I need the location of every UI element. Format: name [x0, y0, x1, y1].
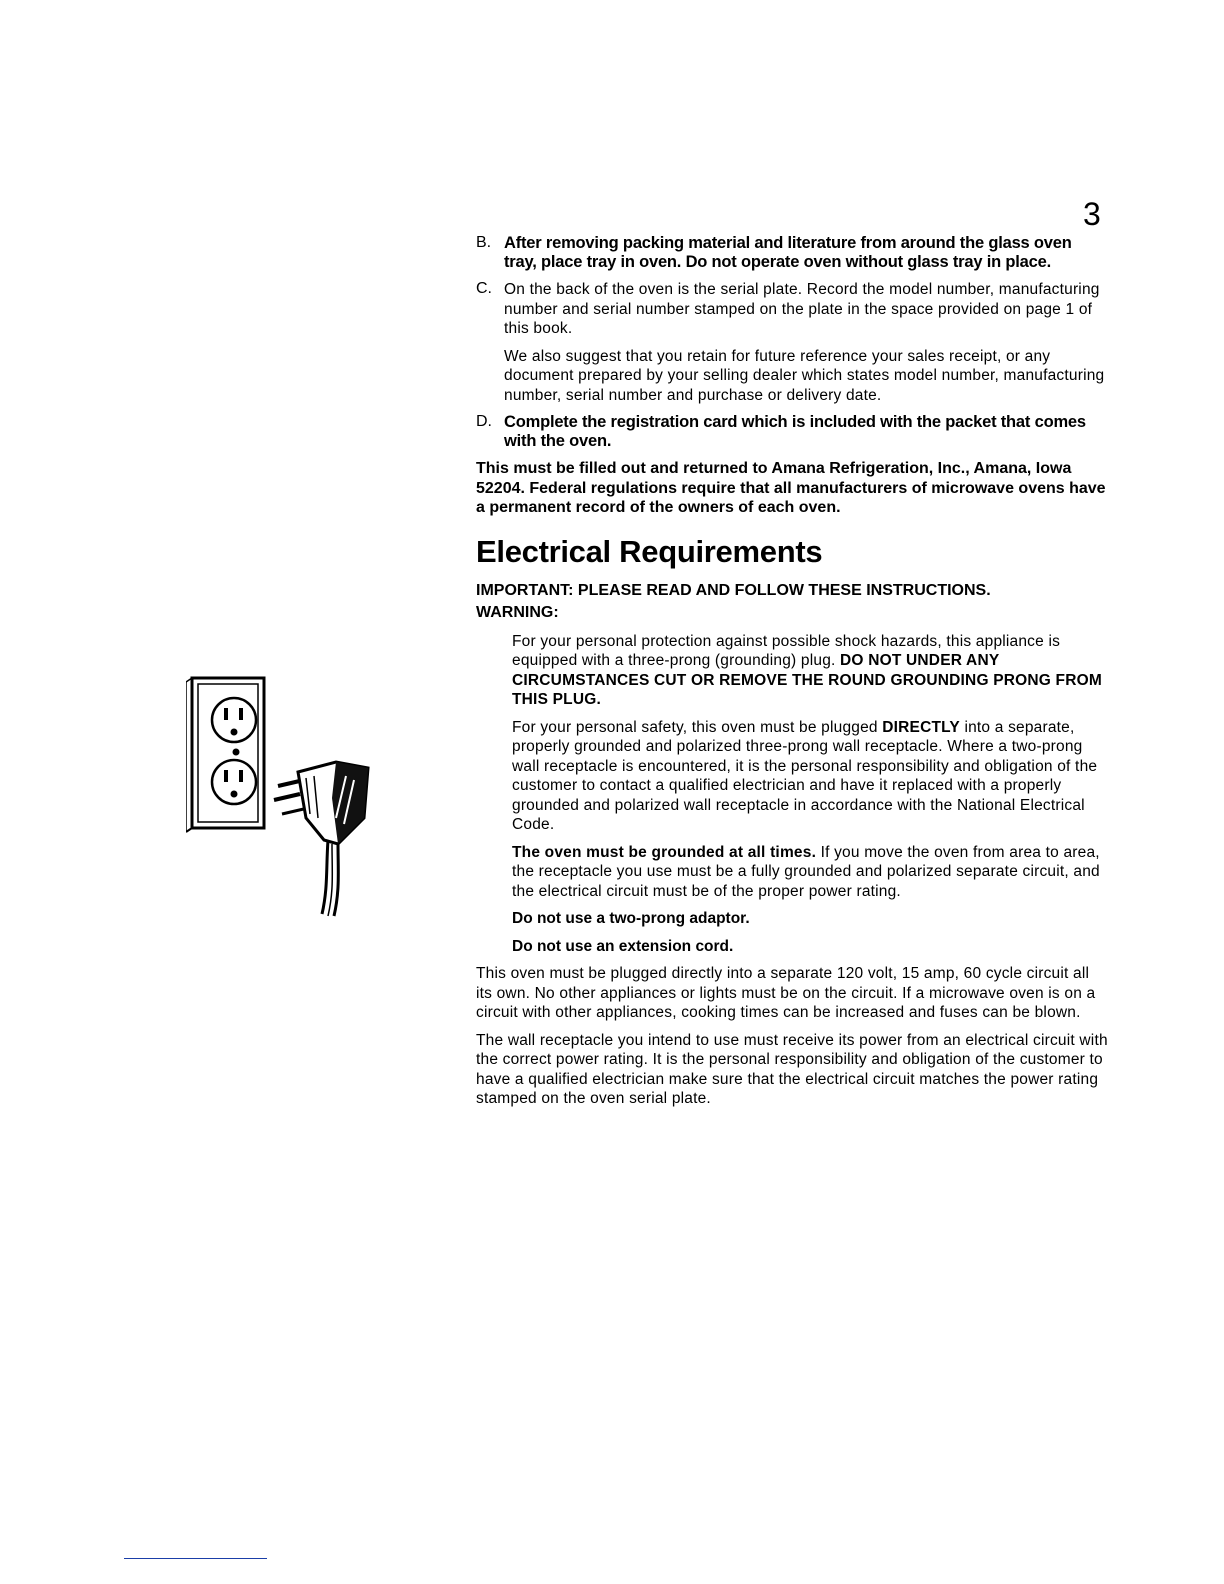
warning-text: If you move the oven from area to area, the receptacle you use must be a fully grounded and polarized separate circuit, and the electrical circuit must be of the proper power rating. — [512, 843, 1100, 900]
list-text: On the back of the oven is the serial plate. Record the model number, manufacturing number and serial number stamped on the plate in the space provided on page 1 of this book. — [504, 281, 1100, 337]
page-number: 3 — [1083, 196, 1101, 232]
list-letter: C. — [476, 280, 492, 297]
warning-heading: WARNING: — [476, 603, 559, 621]
receptacle-paragraph: The wall receptacle you intend to use must receive its power from an electrical circuit with the correct power rating. It is the personal responsibility and obligation of the customer to have a qualified electrician make sure that the electrical circuit matches the power rating stamped on the oven serial plate. — [476, 1031, 1108, 1107]
warning-paragraph-3 — [512, 843, 1108, 902]
circuit-paragraph: This oven must be plugged directly into a separate 120 volt, 15 amp, 60 cycle circuit all its own. No other appliances or lights must be on the circuit. If a microwave oven is on a circuit with other appliances, cooking times can be increased and fuses can be blown. — [476, 965, 1096, 1021]
caution-adaptor: Do not use a two-prong adaptor. — [512, 910, 750, 927]
warning-emphasis: DO NOT UNDER ANY CIRCUMSTANCES CUT OR REMOVE THE ROUND GROUNDING PRONG FROM THIS PLUG. — [512, 652, 1102, 708]
warning-paragraph-1 — [512, 632, 1108, 710]
warning-block — [476, 632, 1108, 957]
list-text: After removing packing material and literature from around the glass oven tray, place tray in oven. Do not operate oven without glass tray in place. — [504, 234, 1072, 271]
list-item-b — [476, 234, 1108, 272]
warning-paragraph-2 — [512, 718, 1108, 835]
warning-text: For your personal protection against possible shock hazards, this appliance is equipped with a three-prong (grounding) plug. — [512, 632, 1061, 669]
list-item-c — [476, 280, 1108, 405]
footer-rule — [124, 1558, 267, 1559]
list-extra-text: We also suggest that you retain for future reference your sales receipt, or any document prepared by your selling dealer which states model number, manufacturing number, serial number and purchase or delivery date. — [504, 347, 1105, 404]
list-letter: D. — [476, 413, 492, 430]
list-text: Complete the registration card which is included with the packet that comes with the oven. — [504, 413, 1086, 450]
warning-emphasis: DIRECTLY — [882, 718, 960, 736]
page-content — [476, 234, 1108, 1117]
important-heading: IMPORTANT: PLEASE READ AND FOLLOW THESE INSTRUCTIONS. — [476, 581, 991, 599]
warning-text: For your personal safety, this oven must be plugged — [512, 718, 883, 736]
list-item-d — [476, 413, 1108, 451]
caution-extension-cord: Do not use an extension cord. — [512, 937, 734, 955]
warning-emphasis: The oven must be grounded at all times. — [512, 843, 817, 861]
wall-outlet-with-plug-illustration — [186, 668, 386, 918]
section-title: Electrical Requirements — [476, 533, 823, 569]
list-letter: B. — [476, 234, 492, 251]
warning-text: into a separate, properly grounded and polarized three-prong wall receptacle. Where a two-prong wall receptacle is encountered, it is the personal responsibility and obligation of the customer to contact a qualified electrician and have it replaced with a properly grounded and polarized wall receptacle in accordance with the National Electrical Code. — [512, 718, 1098, 833]
registration-notice: This must be filled out and returned to Amana Refrigeration, Inc., Amana, Iowa 52204. Federal regulations require that all manufacturers of microwave ovens have a permanent record of the owners of each oven. — [476, 460, 1106, 516]
